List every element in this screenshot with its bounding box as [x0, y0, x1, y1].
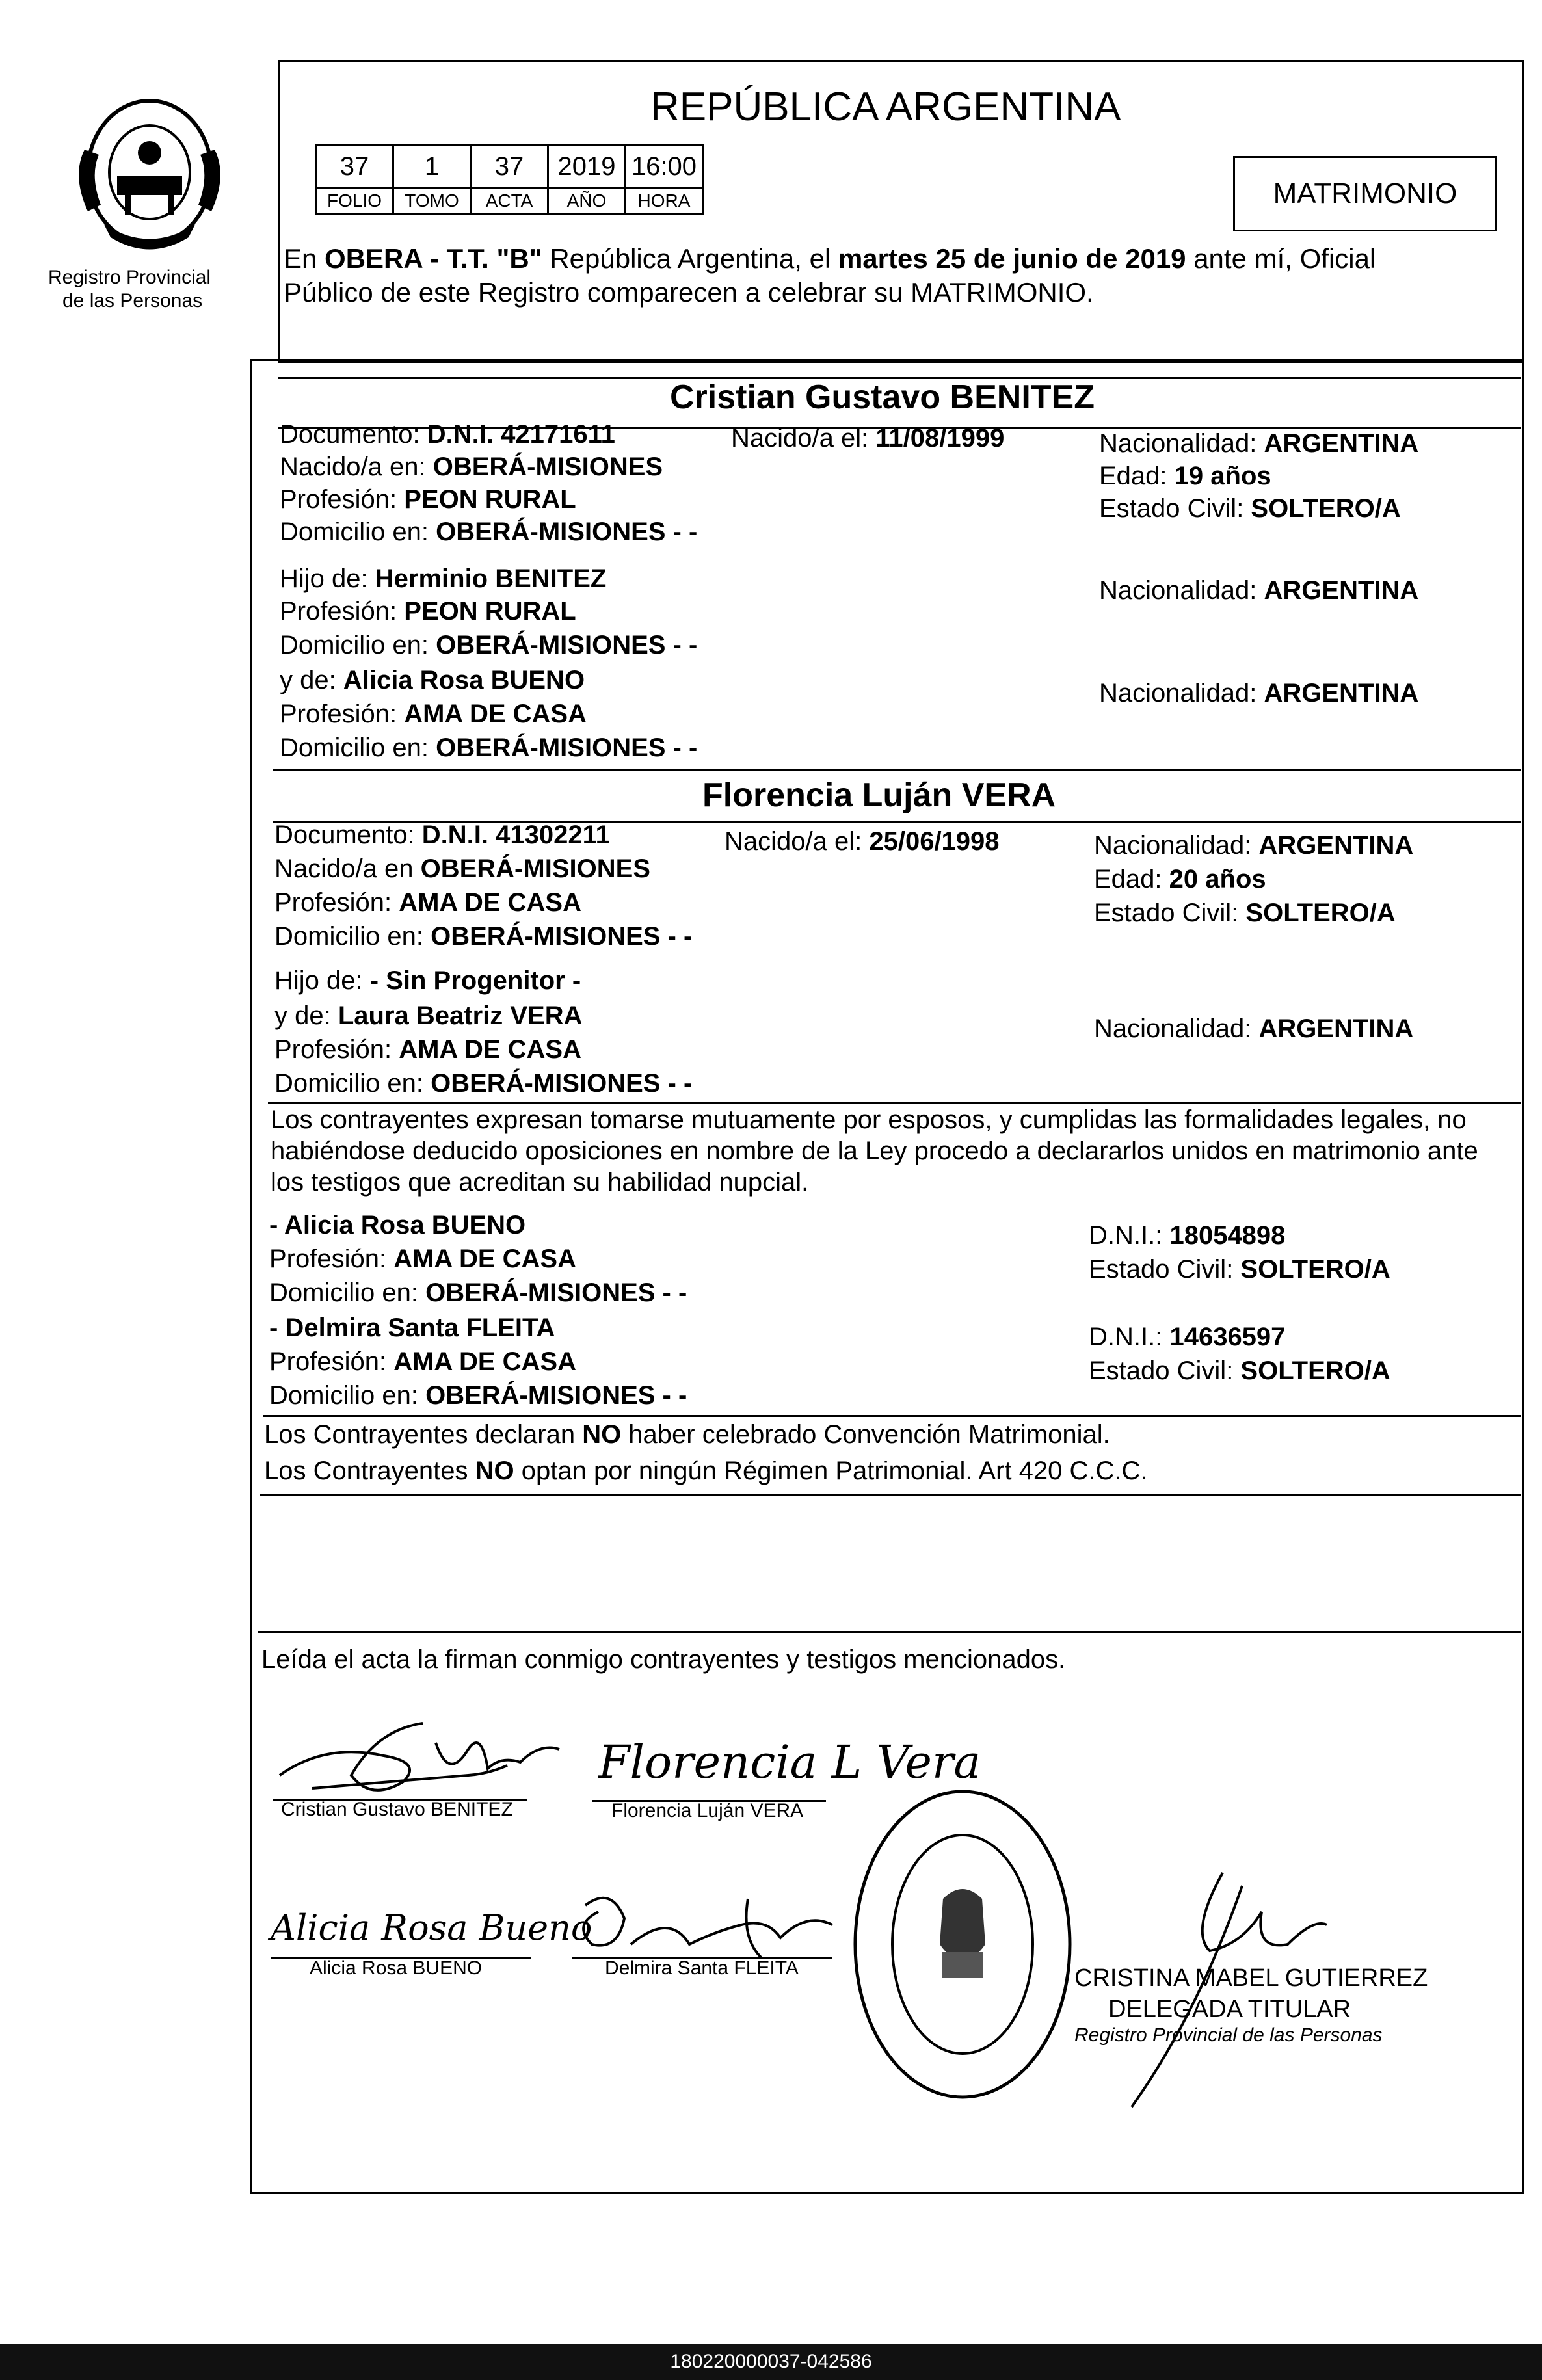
signature-caption-delmira: Delmira Santa FLEITA: [605, 1957, 799, 1979]
spouse1-profession: Profesión: PEON RURAL: [280, 485, 576, 514]
convention-line1: Los Contrayentes declaran NO haber celebrado Convención Matrimonial.: [264, 1420, 1110, 1449]
spouse1-name: Cristian Gustavo BENITEZ: [670, 378, 1095, 416]
signature-handwriting-florencia: Florencia L Vera: [598, 1736, 981, 1789]
spouse1-father-profession: Profesión: PEON RURAL: [280, 597, 576, 626]
spouse1-born-on: Nacido/a el: 11/08/1999: [731, 424, 1005, 453]
acta-value: 37: [471, 146, 548, 188]
act-type-box: MATRIMONIO: [1233, 156, 1497, 231]
spouse1-document: Documento: D.N.I. 42171611: [280, 420, 615, 449]
closing-statement: Leída el acta la firman conmigo contrayentes y testigos mencionados.: [261, 1645, 1066, 1674]
spouse1-mother-profession: Profesión: AMA DE CASA: [280, 700, 587, 728]
spouse1-mother-address: Domicilio en: OBERÁ-MISIONES - -: [280, 734, 698, 762]
intro-date: martes 25 de junio de 2019: [838, 243, 1186, 274]
spouse1-born-in: Nacido/a en: OBERÁ-MISIONES: [280, 453, 663, 481]
spouse2-age: Edad: 20 años: [1094, 865, 1266, 893]
registry-stamp: [845, 1782, 1080, 2107]
spouse2-born-in: Nacido/a en OBERÁ-MISIONES: [274, 854, 650, 883]
official-title: DELEGADA TITULAR: [1108, 1996, 1351, 2023]
spouse2-nationality: Nacionalidad: ARGENTINA: [1094, 831, 1414, 860]
signature-handwriting-alicia: Alicia Rosa Bueno: [271, 1907, 592, 1948]
hora-value: 16:00: [626, 146, 703, 188]
witness2-address: Domicilio en: OBERÁ-MISIONES - -: [269, 1381, 687, 1410]
declaration-line1: Los contrayentes expresan tomarse mutuamente por esposos, y cumplidas las formalidades legales, no: [271, 1105, 1467, 1134]
tomo-label: TOMO: [393, 188, 471, 215]
spouse1-nationality: Nacionalidad: ARGENTINA: [1099, 429, 1419, 458]
signature-cristian: [273, 1704, 585, 1808]
witness2-dni: D.N.I.: 14636597: [1089, 1323, 1286, 1351]
divider: [263, 1415, 1521, 1417]
spouse1-father-nationality: Nacionalidad: ARGENTINA: [1099, 576, 1419, 605]
spouse2-address: Domicilio en: OBERÁ-MISIONES - -: [274, 922, 693, 951]
divider: [260, 1494, 1521, 1496]
spouse1-mother-nationality: Nacionalidad: ARGENTINA: [1099, 679, 1419, 707]
witness1-civil-status: Estado Civil: SOLTERO/A: [1089, 1255, 1390, 1284]
witness2-profession: Profesión: AMA DE CASA: [269, 1347, 576, 1376]
signature-caption-cristian: Cristian Gustavo BENITEZ: [281, 1799, 513, 1820]
signature-caption-florencia: Florencia Luján VERA: [611, 1800, 804, 1821]
spouse2-mother: y de: Laura Beatriz VERA: [274, 1001, 583, 1030]
footer-bar: [0, 2344, 1542, 2380]
intro-line2: Público de este Registro comparecen a celebrar su MATRIMONIO.: [284, 277, 1094, 308]
spouse1-address: Domicilio en: OBERÁ-MISIONES - -: [280, 518, 698, 546]
spouse2-profession: Profesión: AMA DE CASA: [274, 888, 581, 917]
witness1-name: - Alicia Rosa BUENO: [269, 1211, 526, 1239]
spouse1-mother: y de: Alicia Rosa BUENO: [280, 666, 585, 694]
signature-caption-alicia: Alicia Rosa BUENO: [310, 1957, 483, 1979]
logo-caption-line2: de las Personas: [62, 290, 203, 311]
spouse1-father-address: Domicilio en: OBERÁ-MISIONES - -: [280, 631, 698, 659]
witness1-dni: D.N.I.: 18054898: [1089, 1221, 1286, 1250]
declaration-line3: los testigos que acreditan su habilidad nupcial.: [271, 1168, 809, 1197]
witness1-address: Domicilio en: OBERÁ-MISIONES - -: [269, 1278, 687, 1307]
spouse2-father: Hijo de: - Sin Progenitor -: [274, 966, 581, 995]
spouse1-age: Edad: 19 años: [1099, 462, 1271, 490]
logo-caption-line1: Registro Provincial: [48, 267, 211, 288]
witness2-name: - Delmira Santa FLEITA: [269, 1314, 555, 1342]
divider: [273, 769, 1521, 771]
intro-line1: En OBERA - T.T. "B" República Argentina, el martes 25 de junio de 2019 ante mí, Oficial: [284, 243, 1376, 274]
ano-label: AÑO: [548, 188, 626, 215]
witness2-civil-status: Estado Civil: SOLTERO/A: [1089, 1356, 1390, 1385]
record-identifier-table: [315, 144, 704, 215]
spouse1-father: Hijo de: Herminio BENITEZ: [280, 564, 607, 593]
divider: [258, 1631, 1521, 1633]
hora-label: HORA: [626, 188, 703, 215]
signature-delmira: [572, 1886, 852, 1964]
spouse2-born-on: Nacido/a el: 25/06/1998: [724, 827, 1000, 856]
folio-label: FOLIO: [316, 188, 393, 215]
spouse1-civil-status: Estado Civil: SOLTERO/A: [1099, 494, 1401, 523]
document-title: REPÚBLICA ARGENTINA: [650, 85, 1121, 129]
convention-line2: Los Contrayentes NO optan por ningún Régimen Patrimonial. Art 420 C.C.C.: [264, 1457, 1148, 1485]
barcode-number: 180220000037-042586: [670, 2351, 872, 2372]
official-name: CRISTINA MABEL GUTIERREZ: [1074, 1964, 1428, 1992]
acta-label: ACTA: [471, 188, 548, 215]
ano-value: 2019: [548, 146, 626, 188]
spouse2-document: Documento: D.N.I. 41302211: [274, 821, 610, 849]
tomo-value: 1: [393, 146, 471, 188]
province-seal-logo: [65, 91, 234, 260]
divider: [268, 1102, 1521, 1104]
witness1-profession: Profesión: AMA DE CASA: [269, 1245, 576, 1273]
spouse2-civil-status: Estado Civil: SOLTERO/A: [1094, 899, 1396, 927]
official-registry: Registro Provincial de las Personas: [1074, 2024, 1383, 2046]
declaration-line2: habiéndose deducido oposiciones en nombre de la Ley procedo a declararlos unidos en matrimonio ante: [271, 1137, 1478, 1165]
spouse2-name: Florencia Luján VERA: [702, 776, 1056, 814]
spouse2-mother-nationality: Nacionalidad: ARGENTINA: [1094, 1014, 1414, 1043]
spouse2-mother-address: Domicilio en: OBERÁ-MISIONES - -: [274, 1069, 693, 1098]
folio-value: 37: [316, 146, 393, 188]
intro-place: OBERA - T.T. "B": [325, 243, 542, 274]
spouse2-mother-profession: Profesión: AMA DE CASA: [274, 1035, 581, 1064]
